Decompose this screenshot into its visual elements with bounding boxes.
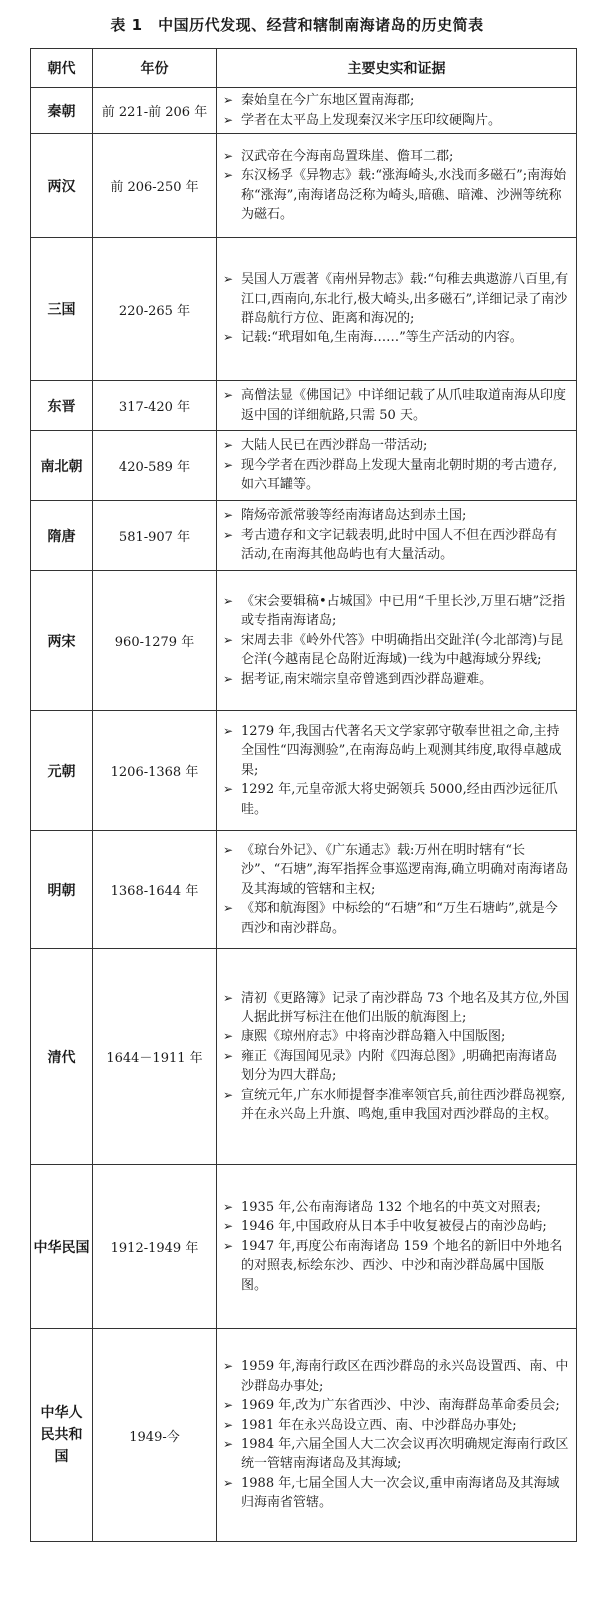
arrow-bullet-icon: ➢ (223, 842, 234, 857)
years-cell (93, 1165, 217, 1329)
dynasty-cell (31, 1165, 93, 1329)
events-cell (217, 1165, 577, 1329)
dynasty-cell (31, 711, 93, 831)
events-cell (217, 831, 577, 949)
event-text: 1984 年,六届全国人大二次会议再次明确规定海南行政区统一管辖南海诸岛及其海域; (241, 1437, 569, 1472)
years-text: 317-420 年 (118, 400, 191, 415)
dynasty-name: 三国 (47, 302, 76, 318)
arrow-bullet-icon: ➢ (223, 782, 234, 797)
years-text: 1949-今 (129, 1429, 180, 1445)
table-row (31, 238, 577, 381)
arrow-bullet-icon: ➢ (223, 168, 234, 183)
event-item (221, 386, 570, 425)
years-text: 1912-1949 年 (110, 1241, 199, 1256)
events-cell (217, 501, 577, 571)
event-item (221, 722, 570, 780)
events-list (221, 270, 570, 348)
years-cell (93, 501, 217, 571)
dynasty-name: 两汉 (47, 178, 76, 195)
event-text: 据考证,南宋端宗皇帝曾逃到西沙群岛避难。 (241, 671, 493, 687)
arrow-bullet-icon: ➢ (223, 1417, 234, 1432)
arrow-bullet-icon: ➢ (223, 112, 234, 127)
dynasty-cell (31, 431, 93, 501)
events-list (221, 506, 570, 564)
years-text: 581-907 年 (118, 530, 191, 545)
table-row (31, 381, 577, 431)
events-list (221, 1357, 570, 1512)
event-item (221, 592, 570, 631)
event-item (221, 1435, 570, 1474)
arrow-bullet-icon: ➢ (223, 1087, 234, 1102)
event-item (221, 328, 570, 347)
dynasty-name: 东晋 (47, 398, 76, 415)
event-item (221, 436, 570, 455)
event-text: 《宋会要辑稿•占城国》中已用“千里长沙,万里石塘”泛指或专指南海诸岛; (241, 593, 566, 629)
dynasty-name: 南北朝 (40, 458, 83, 475)
event-item (221, 526, 570, 565)
arrow-bullet-icon: ➢ (223, 593, 234, 608)
events-list (221, 989, 570, 1125)
table-caption: 表 1 中国历代发现、经营和辖制南海诸岛的历史简表 (110, 16, 484, 34)
event-item (221, 1027, 570, 1046)
arrow-bullet-icon: ➢ (223, 388, 234, 403)
event-text: 1947 年,再度公布南海诸岛 159 个地名的新旧中外地名的对照表,标绘东沙、西沙、中沙和南沙群岛属中国版图。 (241, 1238, 563, 1293)
event-item (221, 456, 570, 495)
arrow-bullet-icon: ➢ (223, 1219, 234, 1234)
dynasty-name: 隋唐 (47, 528, 76, 545)
arrow-bullet-icon: ➢ (223, 1048, 234, 1063)
years-cell (93, 711, 217, 831)
years-cell (93, 571, 217, 711)
table-row (31, 88, 577, 134)
table-header-row (31, 49, 577, 88)
event-text: 康熙《琼州府志》中将南沙群岛籍入中国版图; (241, 1029, 506, 1045)
dynasty-name: 元朝 (47, 763, 76, 780)
event-text: 1959 年,海南行政区在西沙群岛的永兴岛设置西、南、中沙群岛办事处; (241, 1359, 569, 1394)
event-text: 1969 年,改为广东省西沙、中沙、南海群岛革命委员会; (241, 1398, 560, 1414)
event-text: 清初《更路簿》记录了南沙群岛 73 个地名及其方位,外国人据此拼写标注在他们出版的航海图上; (241, 990, 569, 1025)
event-item (221, 506, 570, 525)
arrow-bullet-icon: ➢ (223, 990, 234, 1005)
dynasty-name: 清代 (47, 1049, 76, 1066)
years-cell (93, 88, 217, 134)
table-row (31, 1329, 577, 1542)
dynasty-name: 秦朝 (47, 103, 76, 120)
event-item (221, 780, 570, 819)
dynasty-cell (31, 949, 93, 1165)
events-cell (217, 238, 577, 381)
years-text: 960-1279 年 (114, 635, 195, 650)
event-item (221, 111, 570, 130)
years-cell (93, 381, 217, 431)
history-table (30, 48, 577, 1542)
years-cell (93, 831, 217, 949)
arrow-bullet-icon: ➢ (223, 901, 234, 916)
years-cell (93, 431, 217, 501)
arrow-bullet-icon: ➢ (223, 671, 234, 686)
header-dynasty: 朝代 (31, 49, 93, 88)
table-row (31, 501, 577, 571)
event-text: 秦始皇在今广东地区置南海郡; (241, 93, 415, 109)
arrow-bullet-icon: ➢ (223, 508, 234, 523)
events-list (221, 841, 570, 938)
event-item (221, 841, 570, 899)
years-cell (93, 1329, 217, 1542)
event-text: 《琼台外记》、《广东通志》载:万州在明时辖有“长沙”、“石塘”,海军指挥佥事巡逻南海,确立明确对南海诸岛及其海域的管辖和主权; (241, 842, 569, 897)
event-text: 记载:“玳瑁如龟,生南海……”等生产活动的内容。 (241, 330, 523, 346)
arrow-bullet-icon: ➢ (223, 632, 234, 647)
years-text: 220-265 年 (118, 303, 191, 319)
table-row (31, 949, 577, 1165)
event-text: 大陆人民已在西沙群岛一带活动; (241, 438, 428, 454)
events-cell (217, 949, 577, 1165)
events-cell (217, 381, 577, 431)
years-cell (93, 238, 217, 381)
arrow-bullet-icon: ➢ (223, 1238, 234, 1253)
event-item (221, 1396, 570, 1415)
table-row (31, 831, 577, 949)
event-item (221, 270, 570, 328)
dynasty-name: 中华民国 (33, 1239, 90, 1256)
years-text: 1206-1368 年 (110, 765, 199, 780)
event-text: 汉武帝在今海南岛置珠崖、儋耳二郡; (241, 148, 454, 164)
dynasty-cell (31, 501, 93, 571)
events-list (221, 436, 570, 494)
event-item (221, 899, 570, 938)
event-item (221, 1217, 570, 1236)
events-list (221, 592, 570, 689)
header-events: 主要史实和证据 (217, 49, 577, 88)
table-row (31, 1165, 577, 1329)
event-text: 宣统元年,广东水师提督李准率领官兵,前往西沙群岛视察,并在永兴岛上升旗、鸣炮,重申我国对西沙群岛的主权。 (241, 1087, 566, 1123)
event-item (221, 1086, 570, 1125)
event-text: 现今学者在西沙群岛上发现大量南北朝时期的考古遗存,如六耳罐等。 (241, 457, 558, 493)
dynasty-cell (31, 381, 93, 431)
header-years: 年份 (93, 49, 217, 88)
arrow-bullet-icon: ➢ (223, 1199, 234, 1214)
years-cell (93, 949, 217, 1165)
event-item (221, 631, 570, 670)
events-cell (217, 134, 577, 238)
events-list (221, 91, 570, 130)
dynasty-cell (31, 88, 93, 134)
event-text: 1935 年,公布南海诸岛 132 个地名的中英文对照表; (241, 1199, 541, 1215)
events-list (221, 722, 570, 819)
table-row (31, 134, 577, 238)
event-item (221, 1198, 570, 1217)
dynasty-cell (31, 831, 93, 949)
dynasty-cell (31, 1329, 93, 1542)
arrow-bullet-icon: ➢ (223, 330, 234, 345)
arrow-bullet-icon: ➢ (223, 1475, 234, 1490)
dynasty-name: 中华人民共和国 (40, 1405, 83, 1465)
event-item (221, 1237, 570, 1295)
arrow-bullet-icon: ➢ (223, 1398, 234, 1413)
dynasty-cell (31, 571, 93, 711)
event-text: 1292 年,元皇帝派大将史弼领兵 5000,经由西沙远征爪哇。 (241, 782, 558, 817)
event-item (221, 989, 570, 1028)
arrow-bullet-icon: ➢ (223, 148, 234, 163)
event-item (221, 1416, 570, 1435)
events-cell (217, 88, 577, 134)
years-text: 前 221-前 206 年 (101, 105, 208, 120)
arrow-bullet-icon: ➢ (223, 272, 234, 287)
event-text: 1981 年在永兴岛设立西、南、中沙群岛办事处; (241, 1417, 517, 1433)
event-text: 考古遗存和文字记载表明,此时中国人不但在西沙群岛有活动,在南海其他岛屿也有大量活动。 (241, 527, 558, 563)
events-list (221, 386, 570, 425)
arrow-bullet-icon: ➢ (223, 93, 234, 108)
events-cell (217, 571, 577, 711)
event-item (221, 1357, 570, 1396)
event-text: 1946 年,中国政府从日本手中收复被侵占的南沙岛屿; (241, 1219, 547, 1235)
arrow-bullet-icon: ➢ (223, 723, 234, 738)
event-text: 《郑和航海图》中标绘的“石塘”和“万生石塘屿”,就是今西沙和南沙群岛。 (241, 901, 558, 936)
event-item (221, 670, 570, 689)
arrow-bullet-icon: ➢ (223, 1029, 234, 1044)
dynasty-cell (31, 134, 93, 238)
arrow-bullet-icon: ➢ (223, 527, 234, 542)
event-text: 1988 年,七届全国人大一次会议,重申南海诸岛及其海域归海南省管辖。 (241, 1475, 560, 1511)
arrow-bullet-icon: ➢ (223, 1359, 234, 1374)
table-row (31, 431, 577, 501)
dynasty-name: 明朝 (47, 882, 76, 899)
events-cell (217, 711, 577, 831)
event-item (221, 91, 570, 110)
events-list (221, 147, 570, 225)
arrow-bullet-icon: ➢ (223, 457, 234, 472)
event-text: 宋周去非《岭外代答》中明确指出交趾洋(今北部湾)与昆仑洋(今越南昆仑岛附近海域)一线为中越海域分界线; (241, 632, 564, 668)
years-text: 前 206-250 年 (110, 180, 199, 195)
event-item (221, 1047, 570, 1086)
event-item (221, 147, 570, 166)
table-row (31, 571, 577, 711)
event-text: 东汉杨孚《异物志》载:“涨海崎头,水浅而多磁石”;南海始称“涨海”,南海诸岛泛称为崎头,暗礁、暗滩、沙洲等统称为磁石。 (241, 168, 567, 222)
dynasty-cell (31, 238, 93, 381)
years-text: 1368-1644 年 (110, 884, 199, 899)
years-cell (93, 134, 217, 238)
events-cell (217, 431, 577, 501)
arrow-bullet-icon: ➢ (223, 438, 234, 453)
arrow-bullet-icon: ➢ (223, 1437, 234, 1451)
event-text: 吴国人万震著《南州异物志》载:“句稚去典遨游八百里,有江口,西南向,东北行,极大崎头,出多磁石”,详细记录了南沙群岛航行方位、距离和海况的; (241, 272, 569, 326)
events-list (221, 1198, 570, 1295)
event-item (221, 166, 570, 224)
event-item (221, 1474, 570, 1513)
event-text: 隋炀帝派常骏等经南海诸岛达到赤土国; (241, 508, 467, 524)
event-text: 学者在太平岛上发现秦汉米字压印纹硬陶片。 (241, 112, 502, 128)
event-text: 高僧法显《佛国记》中详细记载了从爪哇取道南海从印度返中国的详细航路,只需 50 天。 (241, 388, 567, 423)
event-text: 1279 年,我国古代著名天文学家郭守敬奉世祖之命,主持全国性“四海测验”,在南海岛屿上观测其纬度,取得卓越成果; (241, 723, 562, 778)
years-text: 1644－1911 年 (106, 1051, 203, 1066)
dynasty-name: 两宋 (47, 633, 76, 650)
years-text: 420-589 年 (118, 460, 191, 475)
table-row (31, 711, 577, 831)
event-text: 雍正《海国闻见录》内附《四海总图》,明确把南海诸岛划分为四大群岛; (241, 1048, 558, 1084)
events-cell (217, 1329, 577, 1542)
